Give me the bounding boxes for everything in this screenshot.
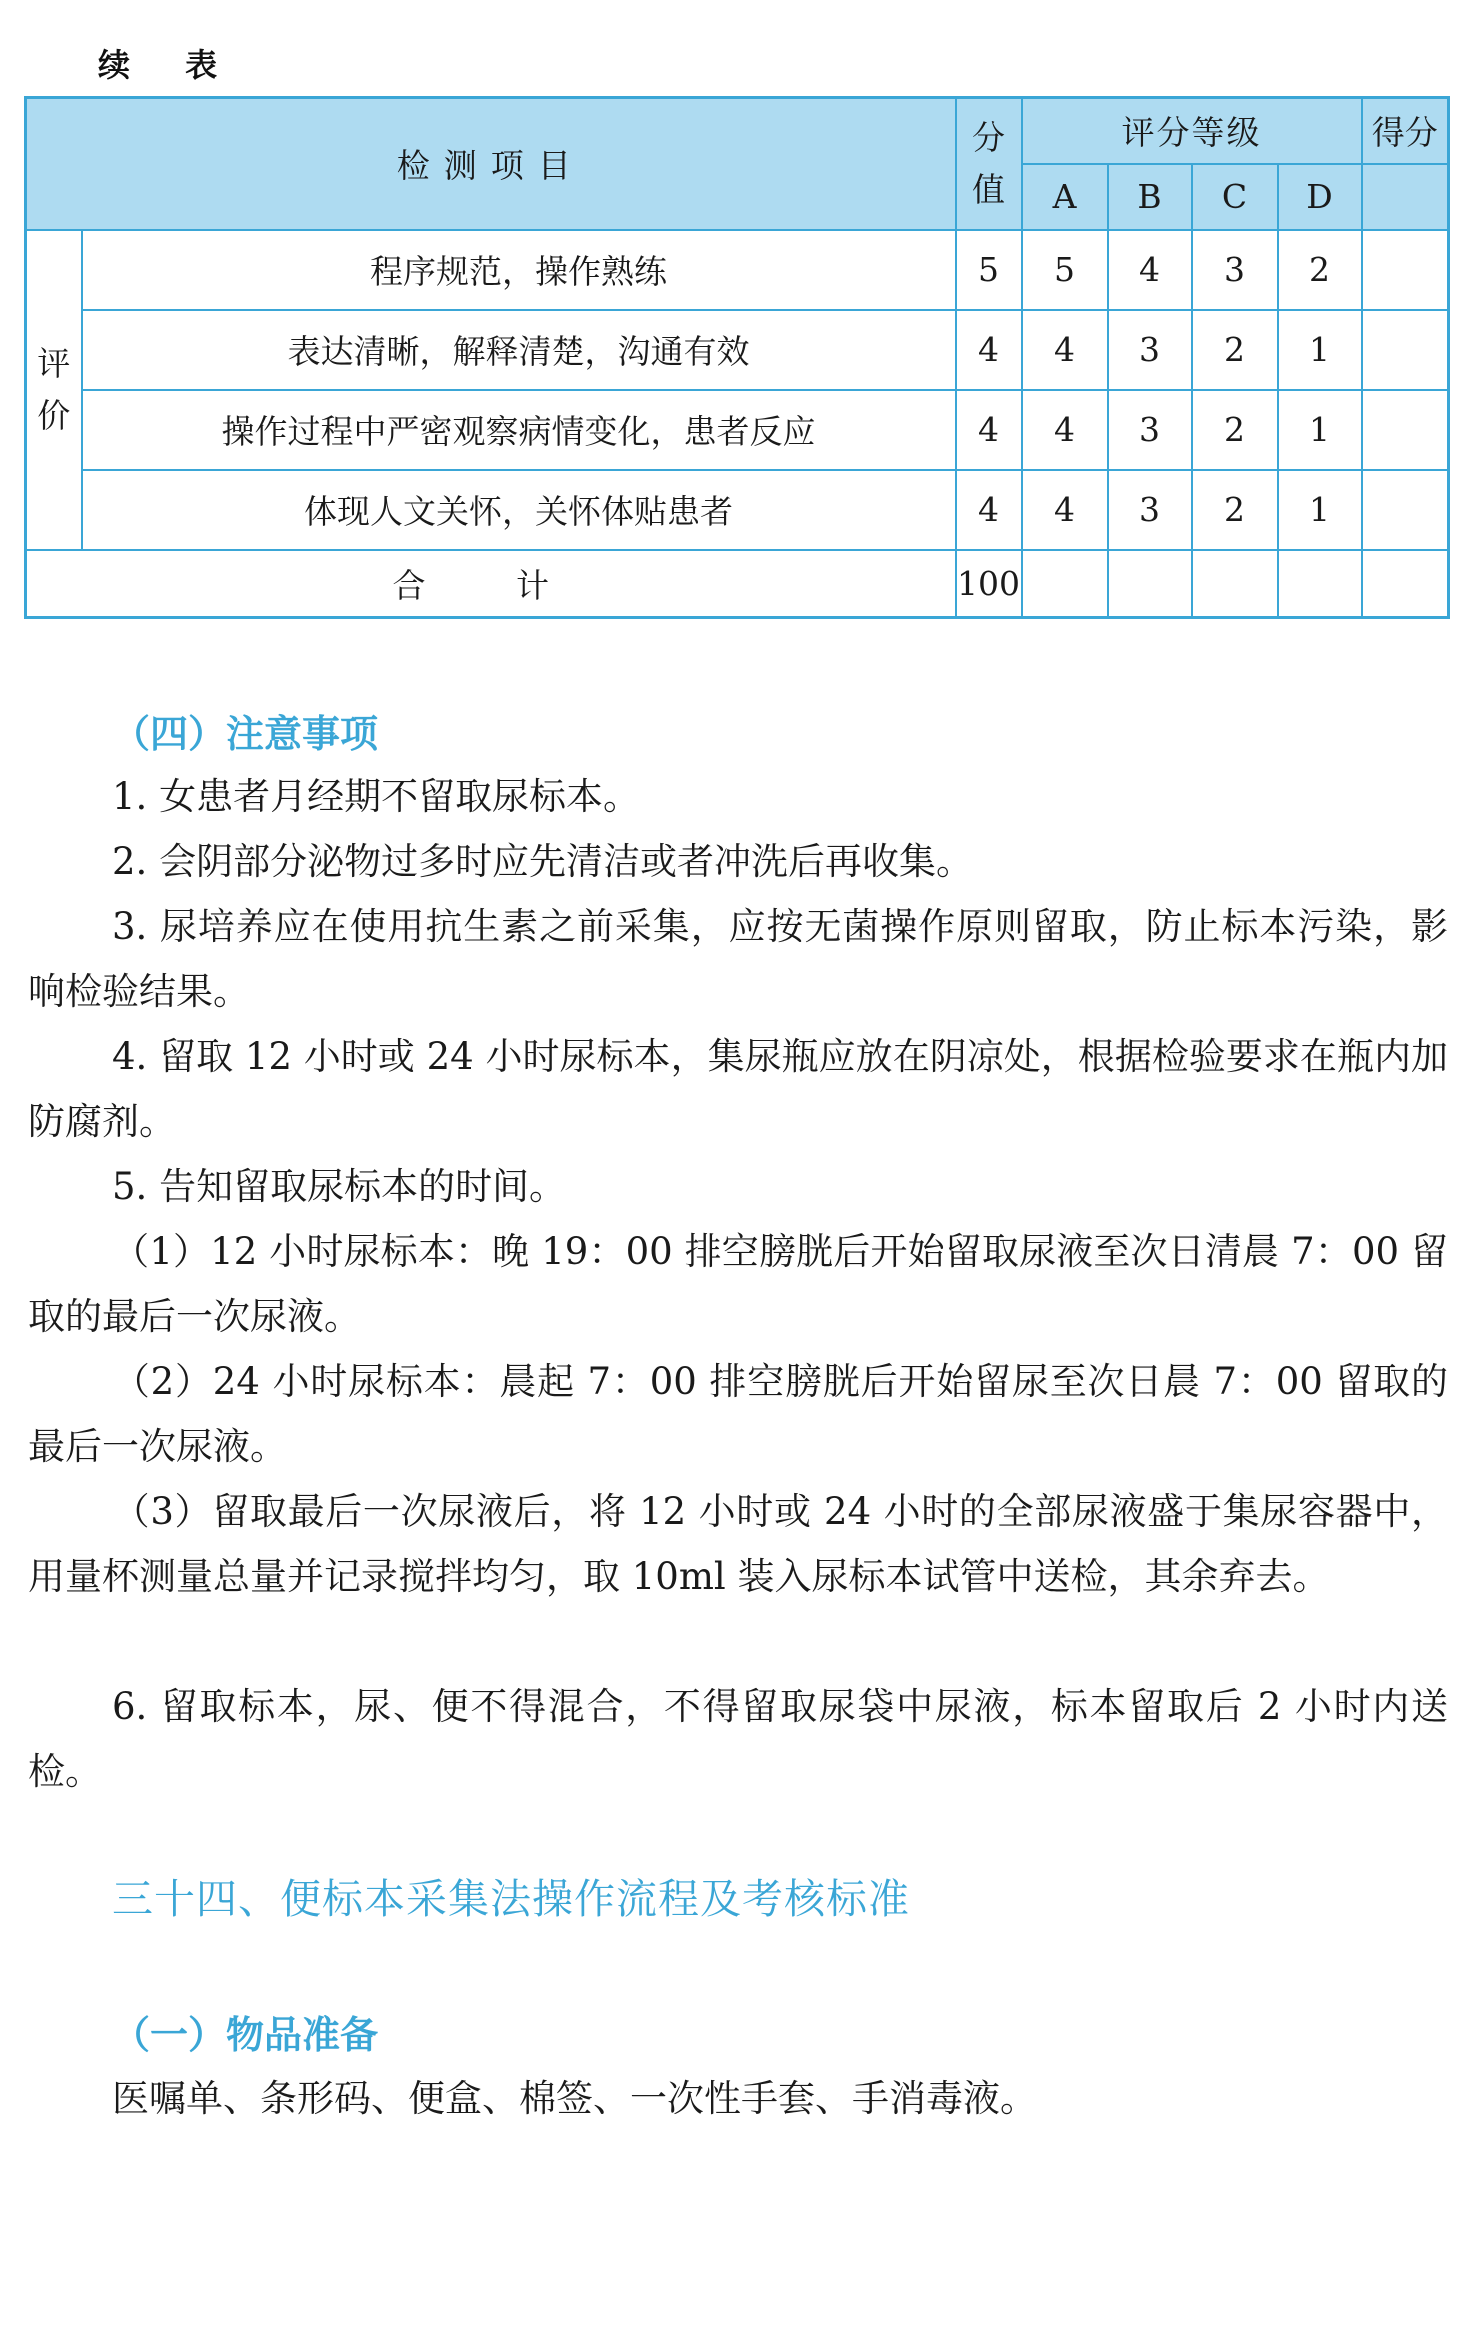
header-earned: 得分 [1362, 98, 1449, 164]
row-score: 4 [956, 470, 1022, 550]
note-paragraph: 4. 留取 12 小时或 24 小时尿标本，集尿瓶应放在阴凉处，根据检验要求在瓶内加防腐剂。 [28, 1035, 1448, 1143]
note-paragraph: （2）24 小时尿标本：晨起 7：00 排空膀胱后开始留尿至次日晨 7：00 留取的最后一次尿液。 [28, 1360, 1448, 1468]
total-earned [1362, 550, 1449, 618]
row-item: 程序规范，操作熟练 [82, 230, 956, 310]
row-item: 表达清晰，解释清楚，沟通有效 [82, 310, 956, 390]
note-paragraph: 3. 尿培养应在使用抗生素之前采集，应按无菌操作原则留取，防止标本污染，影响检验结果。 [28, 905, 1448, 1013]
table-row [26, 310, 1449, 390]
row-score: 5 [956, 230, 1022, 310]
supplies-paragraph: 医嘱单、条形码、便盒、棉签、一次性手套、手消毒液。 [112, 2077, 1037, 2120]
table-row [26, 230, 1449, 310]
row-level-a: 4 [1022, 470, 1108, 550]
row-level-c: 3 [1192, 230, 1278, 310]
table-total-row [26, 550, 1449, 618]
note-paragraph: 5. 告知留取尿标本的时间。 [112, 1165, 567, 1208]
row-level-c: 2 [1192, 390, 1278, 470]
total-level-a [1022, 550, 1108, 618]
row-level-b: 3 [1108, 470, 1192, 550]
table-row [26, 390, 1449, 470]
total-level-d [1278, 550, 1362, 618]
header-score: 分 值 [956, 98, 1022, 230]
note-paragraph: 6. 留取标本，尿、便不得混合，不得留取尿袋中尿液，标本留取后 2 小时内送检。 [28, 1685, 1448, 1793]
row-score: 4 [956, 390, 1022, 470]
header-level-b: B [1108, 164, 1192, 230]
row-level-d: 1 [1278, 310, 1362, 390]
header-grade: 评分等级 [1022, 98, 1362, 164]
total-score: 100 [956, 550, 1022, 618]
note-paragraph: 2. 会阴部分泌物过多时应先清洁或者冲洗后再收集。 [112, 840, 974, 883]
note-paragraph: 1. 女患者月经期不留取尿标本。 [112, 775, 641, 818]
header-level-d: D [1278, 164, 1362, 230]
row-item: 操作过程中严密观察病情变化，患者反应 [82, 390, 956, 470]
note-paragraph: （1）12 小时尿标本：晚 19：00 排空膀胱后开始留取尿液至次日清晨 7：00 留取的最后一次尿液。 [28, 1230, 1448, 1338]
notes-section-title: （四）注意事项 [112, 712, 379, 756]
row-level-d: 1 [1278, 390, 1362, 470]
row-level-a: 5 [1022, 230, 1108, 310]
chapter-title: 三十四、便标本采集法操作流程及考核标准 [112, 1875, 910, 1923]
row-level-c: 2 [1192, 470, 1278, 550]
group-label-evaluation: 评 价 [26, 230, 82, 550]
row-earned [1362, 470, 1449, 550]
table-row [26, 470, 1449, 550]
header-level-c: C [1192, 164, 1278, 230]
row-level-b: 3 [1108, 390, 1192, 470]
row-level-d: 2 [1278, 230, 1362, 310]
supplies-section-title: （一）物品准备 [112, 2013, 379, 2057]
row-level-a: 4 [1022, 310, 1108, 390]
row-item: 体现人文关怀，关怀体贴患者 [82, 470, 956, 550]
row-level-a: 4 [1022, 390, 1108, 470]
header-level-a: A [1022, 164, 1108, 230]
row-score: 4 [956, 310, 1022, 390]
row-earned [1362, 310, 1449, 390]
total-label: 合 计 [26, 550, 956, 618]
scoring-table [24, 96, 1450, 619]
total-level-c [1192, 550, 1278, 618]
continued-table-label: 续 表 [98, 46, 240, 84]
header-item: 检测项目 [26, 98, 956, 230]
row-earned [1362, 230, 1449, 310]
row-earned [1362, 390, 1449, 470]
row-level-c: 2 [1192, 310, 1278, 390]
row-level-b: 3 [1108, 310, 1192, 390]
row-level-d: 1 [1278, 470, 1362, 550]
note-paragraph: （3）留取最后一次尿液后，将 12 小时或 24 小时的全部尿液盛于集尿容器中，用量杯测量总量并记录搅拌均匀，取 10ml 装入尿标本试管中送检，其余弃去。 [28, 1490, 1448, 1598]
header-earned-blank [1362, 164, 1449, 230]
row-level-b: 4 [1108, 230, 1192, 310]
total-level-b [1108, 550, 1192, 618]
